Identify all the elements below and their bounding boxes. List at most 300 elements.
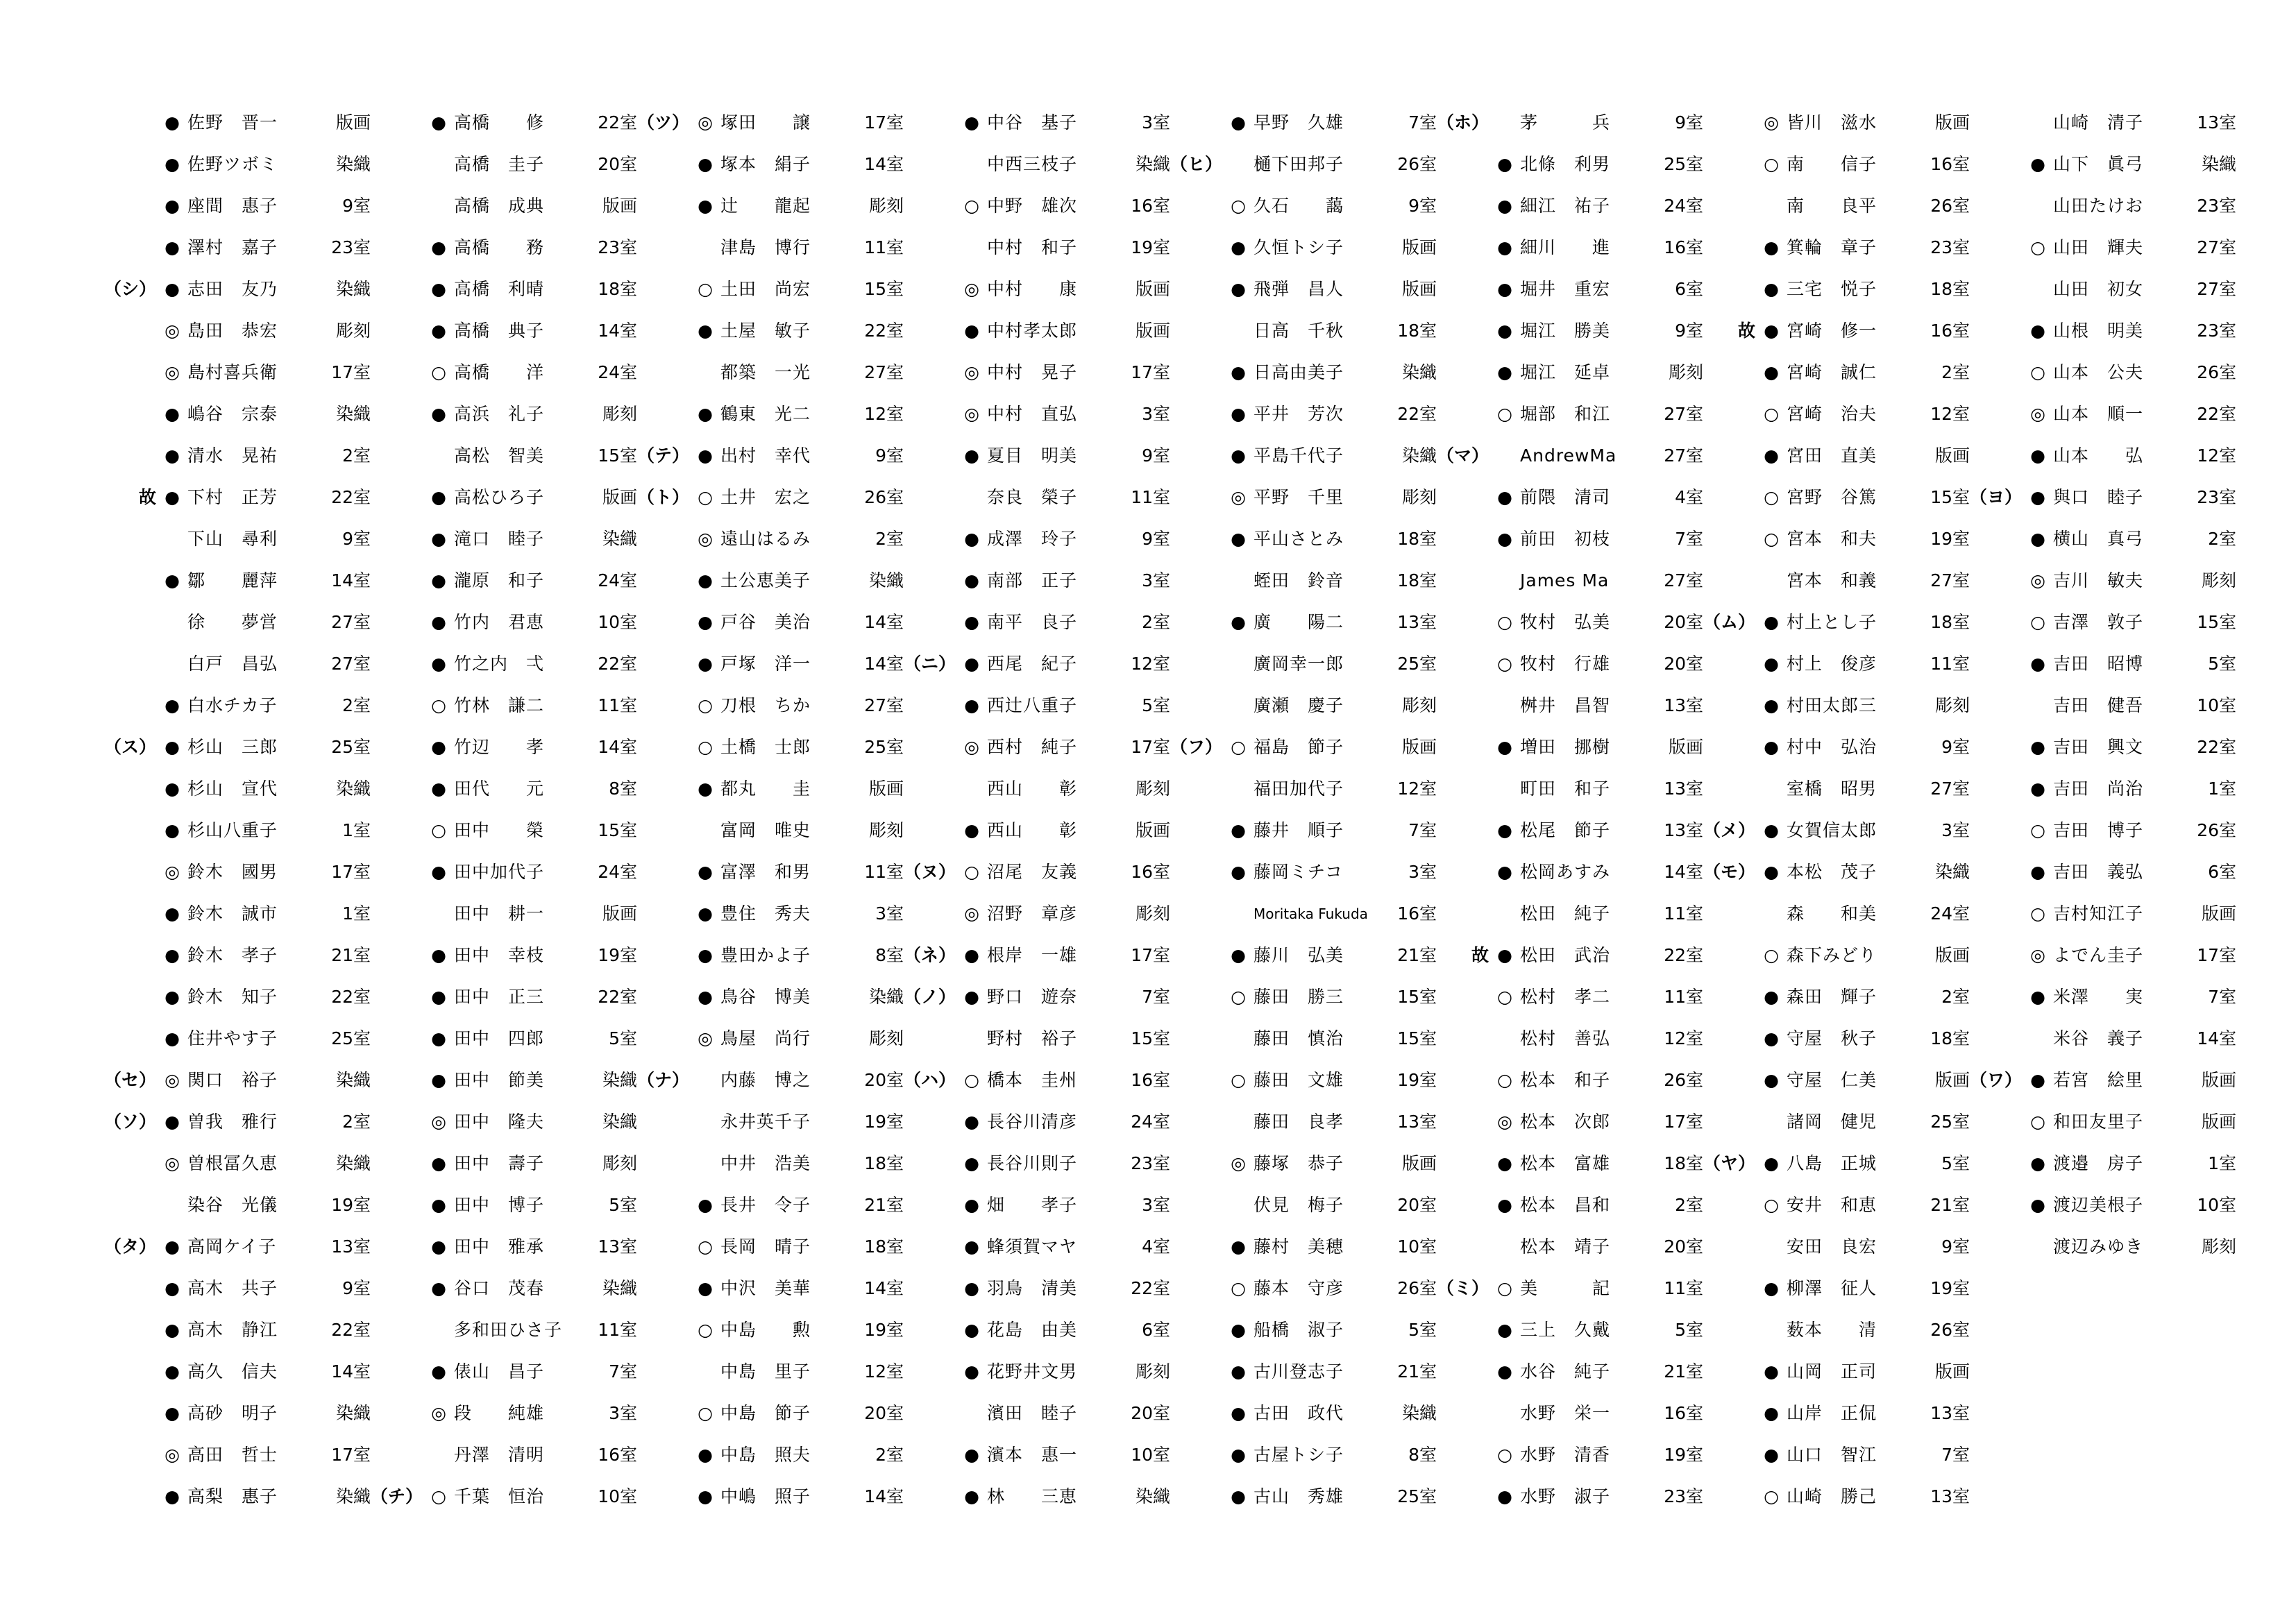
list-item <box>1170 1143 1437 1184</box>
list-item <box>637 768 904 810</box>
list-item <box>104 518 371 560</box>
marker-symbol: ● <box>1231 1403 1246 1423</box>
marker-symbol: ○ <box>2030 237 2045 257</box>
list-item <box>904 851 1170 893</box>
list-item <box>1703 1184 1970 1226</box>
list-item <box>104 269 371 310</box>
list-item <box>1703 1393 1970 1434</box>
person-name: 沼野 章彦 <box>987 903 1078 924</box>
list-item <box>637 1184 904 1226</box>
room-label: 10室 <box>2197 695 2236 715</box>
list-item <box>637 1309 904 1351</box>
section-prefix: 故 <box>1737 321 1755 341</box>
list-item <box>104 935 371 976</box>
list-item <box>1437 352 1703 393</box>
marker-symbol: ● <box>164 487 180 507</box>
marker-symbol: ● <box>1764 862 1779 882</box>
room-label: 染織 <box>335 1070 371 1090</box>
person-name: 中村 和子 <box>987 237 1078 257</box>
room-label: 22室 <box>1131 1278 1170 1298</box>
column-4 <box>904 102 1170 1559</box>
person-name: 三上 久戴 <box>1520 1320 1611 1340</box>
room-label: 2室 <box>875 529 904 549</box>
room-label: 23室 <box>1131 1153 1170 1173</box>
person-name: 滝口 睦子 <box>454 529 545 549</box>
room-label: 24室 <box>598 362 637 382</box>
section-prefix: （メ） <box>1703 820 1756 840</box>
room-label: 26室 <box>864 487 904 507</box>
marker-symbol: ● <box>698 779 713 799</box>
list-item <box>104 685 371 726</box>
list-item <box>371 726 637 768</box>
person-name: 中村 康 <box>987 279 1078 299</box>
room-label: 13室 <box>598 1237 637 1257</box>
person-name: 村上とし子 <box>1787 612 1877 632</box>
room-label: 19室 <box>1664 1445 1703 1465</box>
marker-symbol: ● <box>1764 612 1779 632</box>
marker-symbol: ● <box>698 570 713 590</box>
room-label: 版画 <box>1401 1153 1437 1173</box>
person-name: 清水 晃祐 <box>187 445 278 466</box>
person-name: 田中 耕一 <box>454 903 545 924</box>
person-name: 宮本 和義 <box>1787 570 1877 590</box>
marker-symbol: ● <box>964 1153 979 1173</box>
person-name: 平山さとみ <box>1253 529 1344 549</box>
person-name: 廣岡幸一郎 <box>1253 654 1344 674</box>
marker-symbol: ● <box>964 1445 979 1465</box>
section-prefix: （ト） <box>637 487 690 507</box>
room-label: 彫刻 <box>2201 1237 2236 1257</box>
list-item <box>104 1101 371 1143</box>
list-item <box>904 685 1170 726</box>
person-name: 土橋 士郎 <box>720 737 811 757</box>
marker-symbol: ● <box>164 112 180 133</box>
list-item <box>637 1393 904 1434</box>
marker-symbol: ● <box>964 1361 979 1382</box>
room-label: 彫刻 <box>1668 362 1703 382</box>
person-name: 増田 挪樹 <box>1520 737 1611 757</box>
marker-symbol: ○ <box>1764 529 1779 549</box>
room-label: 版画 <box>1934 1361 1970 1382</box>
room-label: 18室 <box>1930 1028 1970 1048</box>
list-item <box>1703 144 1970 185</box>
list-item <box>1437 185 1703 227</box>
list-item <box>1437 810 1703 851</box>
section-prefix: （ハ） <box>904 1070 956 1090</box>
list-item <box>104 1143 371 1184</box>
room-label: 26室 <box>2197 362 2236 382</box>
list-item <box>104 1434 371 1476</box>
person-name: 鳥屋 尚行 <box>720 1028 811 1048</box>
room-label: 27室 <box>1664 445 1703 466</box>
column-7 <box>1703 102 1970 1559</box>
list-item <box>104 477 371 518</box>
marker-symbol: ● <box>431 862 446 882</box>
marker-symbol: ● <box>1231 279 1246 299</box>
room-label: 20室 <box>1131 1403 1170 1423</box>
person-name: 古屋トシ子 <box>1253 1445 1344 1465</box>
marker-symbol: ○ <box>1497 612 1512 632</box>
marker-symbol: ● <box>431 654 446 674</box>
list-item <box>1170 102 1437 144</box>
marker-symbol: ● <box>431 612 446 632</box>
room-label: 22室 <box>331 487 371 507</box>
room-label: 26室 <box>2197 820 2236 840</box>
room-label: 2室 <box>1675 1195 1703 1215</box>
room-label: 24室 <box>1131 1112 1170 1132</box>
marker-symbol: ● <box>1497 737 1512 757</box>
room-label: 13室 <box>1664 695 1703 715</box>
list-item <box>104 893 371 935</box>
room-label: 23室 <box>2197 321 2236 341</box>
marker-symbol: ◎ <box>2030 404 2045 424</box>
room-label: 18室 <box>1397 570 1437 590</box>
marker-symbol: ● <box>698 1278 713 1298</box>
room-label: 12室 <box>1397 779 1437 799</box>
room-label: 版画 <box>1135 321 1170 341</box>
room-label: 9室 <box>1142 445 1170 466</box>
room-label: 版画 <box>1135 820 1170 840</box>
room-label: 11室 <box>598 695 637 715</box>
room-label: 26室 <box>1930 196 1970 216</box>
marker-symbol: ● <box>2030 445 2045 466</box>
list-item <box>1703 976 1970 1018</box>
room-label: 染織 <box>868 987 904 1007</box>
list-item <box>1170 1393 1437 1434</box>
marker-symbol: ● <box>164 279 180 299</box>
person-name: 守屋 仁美 <box>1787 1070 1877 1090</box>
room-label: 17室 <box>864 112 904 133</box>
room-label: 10室 <box>2197 1195 2236 1215</box>
person-name: 山根 明美 <box>2053 321 2144 341</box>
list-item <box>1703 227 1970 269</box>
marker-symbol: ● <box>431 779 446 799</box>
list-item <box>1170 851 1437 893</box>
room-label: 3室 <box>1142 1195 1170 1215</box>
list-item <box>104 185 371 227</box>
person-name: 山田 初女 <box>2053 279 2144 299</box>
person-name: 高松 智美 <box>454 445 545 466</box>
person-name: 日高由美子 <box>1253 362 1344 382</box>
list-item <box>1970 1018 2236 1060</box>
person-name: 辻 龍起 <box>720 196 811 216</box>
column-2 <box>371 102 637 1559</box>
list-item <box>904 643 1170 685</box>
person-name: 茅 兵 <box>1520 112 1611 133</box>
person-name: 諸岡 健児 <box>1787 1112 1877 1132</box>
room-label: 彫刻 <box>602 1153 637 1173</box>
person-name: 水谷 純子 <box>1520 1361 1611 1382</box>
list-item <box>637 1476 904 1518</box>
list-item <box>904 227 1170 269</box>
person-name: 津島 博行 <box>720 237 811 257</box>
person-name: 山岸 正侃 <box>1787 1403 1877 1423</box>
person-name: 南平 良子 <box>987 612 1078 632</box>
room-label: 2室 <box>342 695 371 715</box>
room-label: 22室 <box>331 1320 371 1340</box>
marker-symbol: ● <box>964 1486 979 1506</box>
room-label: 9室 <box>342 1278 371 1298</box>
list-item <box>1170 352 1437 393</box>
room-label: 9室 <box>1941 737 1970 757</box>
person-name: 中島 里子 <box>720 1361 811 1382</box>
marker-symbol: ● <box>1764 820 1779 840</box>
marker-symbol: ○ <box>698 487 713 507</box>
person-name: 高橋 洋 <box>454 362 545 382</box>
person-name: 平島千代子 <box>1253 445 1344 466</box>
person-name: 吉田 博子 <box>2053 820 2144 840</box>
list-item <box>1170 726 1437 768</box>
room-label: 彫刻 <box>1401 695 1437 715</box>
section-prefix: （テ） <box>637 445 690 466</box>
room-label: 21室 <box>1397 945 1437 965</box>
person-name: 和田友里子 <box>2053 1112 2144 1132</box>
person-name: 曽根冨久恵 <box>187 1153 278 1173</box>
room-label: 18室 <box>1664 1153 1703 1173</box>
person-name: 吉田 義弘 <box>2053 862 2144 882</box>
person-name: 林 三恵 <box>987 1486 1078 1506</box>
list-item <box>1703 1476 1970 1518</box>
list-item <box>1703 1309 1970 1351</box>
person-name: 沼尾 友義 <box>987 862 1078 882</box>
room-label: 21室 <box>331 945 371 965</box>
marker-symbol: ● <box>964 612 979 632</box>
person-name: 村中 弘治 <box>1787 737 1877 757</box>
person-name: 松本 次郎 <box>1520 1112 1611 1132</box>
marker-symbol: ● <box>2030 654 2045 674</box>
person-name: 水野 清香 <box>1520 1445 1611 1465</box>
list-item <box>104 352 371 393</box>
person-name: 畑 孝子 <box>987 1195 1078 1215</box>
person-name: 松岡あすみ <box>1520 862 1611 882</box>
list-item <box>1437 1434 1703 1476</box>
marker-symbol: ○ <box>1764 154 1779 174</box>
list-item <box>371 935 637 976</box>
list-item <box>904 1351 1170 1393</box>
person-name: 古山 秀雄 <box>1253 1486 1344 1506</box>
room-label: 21室 <box>1397 1361 1437 1382</box>
list-item <box>1703 851 1970 893</box>
room-label: 13室 <box>2197 112 2236 133</box>
list-item <box>1703 477 1970 518</box>
list-item <box>371 1351 637 1393</box>
marker-symbol: ◎ <box>964 404 979 424</box>
room-label: 4室 <box>1675 487 1703 507</box>
room-label: 5室 <box>609 1195 637 1215</box>
marker-symbol: ● <box>2030 487 2045 507</box>
room-label: 5室 <box>2208 654 2236 674</box>
person-name: 高橋 典子 <box>454 321 545 341</box>
room-label: 8室 <box>875 945 904 965</box>
marker-symbol: ◎ <box>164 362 180 382</box>
marker-symbol: ◎ <box>964 279 979 299</box>
room-label: 染織 <box>335 1486 371 1506</box>
marker-symbol: ● <box>431 737 446 757</box>
person-name: 前田 初枝 <box>1520 529 1611 549</box>
list-item <box>637 1143 904 1184</box>
person-name: 長井 令子 <box>720 1195 811 1215</box>
marker-symbol: ● <box>1497 1153 1512 1173</box>
marker-symbol: ● <box>431 945 446 965</box>
marker-symbol: ● <box>964 1320 979 1340</box>
list-item <box>904 1184 1170 1226</box>
room-label: 27室 <box>331 654 371 674</box>
section-prefix: （ヒ） <box>1170 154 1223 174</box>
list-item <box>637 518 904 560</box>
list-item <box>637 1060 904 1101</box>
list-item <box>904 1309 1170 1351</box>
room-label: 17室 <box>1131 737 1170 757</box>
list-item <box>1170 1434 1437 1476</box>
room-label: 2室 <box>342 445 371 466</box>
marker-symbol: ● <box>1497 279 1512 299</box>
marker-symbol: ● <box>1764 279 1779 299</box>
list-item <box>1703 935 1970 976</box>
marker-symbol: ◎ <box>1764 112 1779 133</box>
person-name: 曽我 雅行 <box>187 1112 278 1132</box>
marker-symbol: ● <box>1497 1361 1512 1382</box>
room-label: 1室 <box>342 903 371 924</box>
room-label: 彫刻 <box>1934 695 1970 715</box>
list-item <box>104 560 371 602</box>
list-item <box>104 393 371 435</box>
person-name: 藤田 慎治 <box>1253 1028 1344 1048</box>
person-name: 米澤 実 <box>2053 987 2144 1007</box>
marker-symbol: ● <box>1497 1320 1512 1340</box>
list-item <box>637 976 904 1018</box>
room-label: 22室 <box>598 654 637 674</box>
list-item <box>637 1351 904 1393</box>
person-name: 塚本 絹子 <box>720 154 811 174</box>
person-name: 田中 榮 <box>454 820 545 840</box>
marker-symbol: ○ <box>2030 903 2045 924</box>
list-item <box>104 810 371 851</box>
person-name: 山下 眞弓 <box>2053 154 2144 174</box>
list-item <box>1170 1101 1437 1143</box>
list-item <box>371 851 637 893</box>
person-name: 横山 真弓 <box>2053 529 2144 549</box>
list-item <box>1170 1268 1437 1309</box>
list-item <box>1437 102 1703 144</box>
list-item <box>1170 935 1437 976</box>
marker-symbol: ○ <box>1231 987 1246 1007</box>
person-name: 松本 昌和 <box>1520 1195 1611 1215</box>
list-item <box>371 1060 637 1101</box>
room-label: 2室 <box>1142 612 1170 632</box>
section-prefix: （チ） <box>371 1486 423 1506</box>
person-name: 福島 節子 <box>1253 737 1344 757</box>
marker-symbol: ● <box>164 903 180 924</box>
room-label: 版画 <box>1401 237 1437 257</box>
marker-symbol: ● <box>698 1486 713 1506</box>
list-item <box>637 810 904 851</box>
person-name: 田中 正三 <box>454 987 545 1007</box>
person-name: 松尾 節子 <box>1520 820 1611 840</box>
marker-symbol: ● <box>1231 820 1246 840</box>
marker-symbol: ○ <box>431 820 446 840</box>
room-label: 25室 <box>864 737 904 757</box>
room-label: 8室 <box>1408 1445 1437 1465</box>
marker-symbol: ● <box>431 1195 446 1215</box>
person-name: 柳澤 征人 <box>1787 1278 1877 1298</box>
person-name: 宮野 谷篤 <box>1787 487 1877 507</box>
marker-symbol: ● <box>431 321 446 341</box>
person-name: 若宮 絵里 <box>2053 1070 2144 1090</box>
room-label: 11室 <box>1664 1278 1703 1298</box>
section-prefix: （マ） <box>1437 445 1489 466</box>
person-name: 嶋谷 宗泰 <box>187 404 278 424</box>
person-name: 宮崎 治夫 <box>1787 404 1877 424</box>
list-item <box>904 893 1170 935</box>
person-name: 土屋 敏子 <box>720 321 811 341</box>
room-label: 19室 <box>1930 529 1970 549</box>
marker-symbol: ● <box>964 1237 979 1257</box>
person-name: 高橋 修 <box>454 112 545 133</box>
person-name: 山口 智江 <box>1787 1445 1877 1465</box>
room-label: 染織 <box>335 279 371 299</box>
person-name: 遠山はるみ <box>720 529 811 549</box>
list-item <box>904 1476 1170 1518</box>
marker-symbol: ● <box>1764 362 1779 382</box>
person-name: 鈴木 國男 <box>187 862 278 882</box>
marker-symbol: ● <box>1497 487 1512 507</box>
list-item <box>1437 1226 1703 1268</box>
room-label: 16室 <box>1397 903 1437 924</box>
room-label: 14室 <box>331 570 371 590</box>
person-name: 田中 幸枝 <box>454 945 545 965</box>
list-item <box>637 185 904 227</box>
person-name: James Ma <box>1520 570 1610 590</box>
room-label: 12室 <box>2197 445 2236 466</box>
section-prefix: （ヌ） <box>904 862 956 882</box>
list-item <box>1437 685 1703 726</box>
list-item <box>1970 976 2236 1018</box>
room-label: 3室 <box>1142 112 1170 133</box>
list-item <box>1970 1226 2236 1268</box>
marker-symbol: ● <box>1764 1070 1779 1090</box>
list-item <box>371 685 637 726</box>
room-label: 18室 <box>1397 529 1437 549</box>
list-item <box>904 1226 1170 1268</box>
list-item <box>1703 393 1970 435</box>
list-item <box>1703 1226 1970 1268</box>
room-label: 染織 <box>2201 154 2236 174</box>
person-name: 細江 祐子 <box>1520 196 1611 216</box>
list-item <box>371 352 637 393</box>
person-name: 南 良平 <box>1787 196 1877 216</box>
list-item <box>1437 1268 1703 1309</box>
list-item <box>1970 1101 2236 1143</box>
person-name: 志田 友乃 <box>187 279 278 299</box>
list-item <box>1703 1101 1970 1143</box>
list-item <box>637 1434 904 1476</box>
list-item <box>1170 1060 1437 1101</box>
marker-symbol: ● <box>1497 529 1512 549</box>
list-item <box>1703 435 1970 477</box>
room-label: 22室 <box>2197 404 2236 424</box>
marker-symbol: ● <box>1231 1320 1246 1340</box>
person-name: 西辻八重子 <box>987 695 1078 715</box>
person-name: 西村 純子 <box>987 737 1078 757</box>
room-label: 14室 <box>864 1278 904 1298</box>
list-item <box>1970 352 2236 393</box>
list-item <box>1437 144 1703 185</box>
room-label: 11室 <box>1664 987 1703 1007</box>
list-item <box>904 1143 1170 1184</box>
room-label: 25室 <box>1930 1112 1970 1132</box>
person-name: 土井 宏之 <box>720 487 811 507</box>
marker-symbol: ◎ <box>1497 1112 1512 1132</box>
